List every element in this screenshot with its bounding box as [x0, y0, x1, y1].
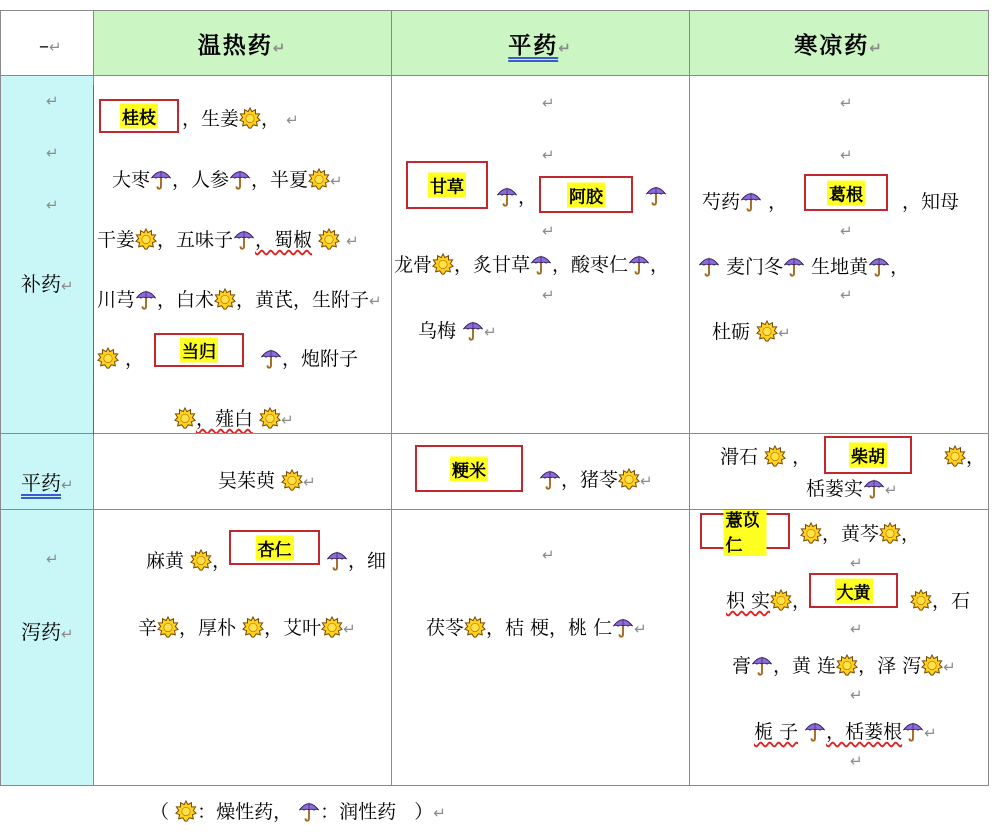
- highlight-box: [824, 436, 912, 474]
- herb-text: 芍药: [702, 191, 741, 213]
- return-mark: ↵: [61, 625, 74, 643]
- return-mark: ↵: [778, 324, 791, 342]
- sun-icon: [618, 468, 640, 490]
- herb-text: ，半夏: [251, 169, 309, 191]
- sun-icon: [242, 616, 264, 638]
- sun-icon: [910, 589, 932, 611]
- sun-icon: [97, 347, 119, 369]
- return-mark: ↵: [850, 686, 863, 704]
- herb-text: ，厚朴: [179, 617, 237, 639]
- herb-text: 川芎: [97, 289, 136, 311]
- herb-danggui: 当归: [180, 338, 218, 363]
- herb-ejiao: 阿胶: [567, 182, 605, 207]
- herb-text: ，: [890, 256, 910, 278]
- highlight-box: [415, 445, 523, 492]
- highlight-box: [154, 333, 244, 367]
- herb-text: 吴茱萸: [218, 470, 276, 492]
- return-mark: ↵: [542, 286, 555, 304]
- return-mark: ↵: [303, 473, 316, 491]
- herb-text: ，人参: [172, 169, 230, 191]
- return-mark: ↵: [850, 752, 863, 770]
- return-mark: ↵: [46, 144, 59, 162]
- sun-icon: [157, 616, 179, 638]
- herb-text: ，黄芩: [822, 523, 880, 545]
- herb-text: 乌梅: [418, 320, 457, 342]
- herb-dahuang: 大黄: [835, 578, 873, 603]
- return-mark: ↵: [343, 620, 356, 638]
- herb-text: ，黄 连: [773, 655, 837, 677]
- umbrella-icon: [229, 168, 251, 190]
- herb-text: 生地黄: [811, 256, 869, 278]
- herb-text: ，栝蒌根: [826, 721, 903, 743]
- row-neutral-label: 平药: [21, 471, 61, 495]
- return-mark: ↵: [542, 146, 555, 164]
- cell-tonify-neutral: [392, 76, 690, 434]
- header-neutral: [392, 11, 690, 76]
- herb-text: ，: [792, 446, 812, 468]
- herb-text: ，: [212, 550, 232, 572]
- sun-icon: [259, 407, 281, 429]
- herb-text: 枳 实: [726, 590, 771, 612]
- herb-text: ，: [518, 186, 538, 208]
- return-mark: ↵: [61, 476, 74, 494]
- corner-dash: –: [39, 33, 49, 57]
- herb-yiyiren: 薏苡仁: [724, 510, 767, 557]
- herb-text: ，薤白: [196, 408, 254, 430]
- herb-gegen: 葛根: [827, 180, 865, 205]
- row-tonify-label-cell: [1, 76, 94, 434]
- highlight-box: [809, 573, 898, 608]
- herb-jingmi: 粳米: [450, 456, 488, 481]
- cell-neutral-neutral: [392, 434, 690, 510]
- return-mark: ↵: [542, 546, 555, 564]
- herb-text: ，炮附子: [282, 348, 359, 370]
- cell-purge-cold: [690, 510, 989, 786]
- return-mark: ↵: [433, 804, 446, 822]
- legend: [150, 797, 446, 824]
- sun-icon: [879, 522, 901, 544]
- return-mark: ↵: [840, 286, 853, 304]
- umbrella-icon: [804, 720, 826, 742]
- herb-text: 麻黄: [146, 550, 185, 572]
- herb-text: 麦门冬: [726, 256, 784, 278]
- umbrella-icon: [751, 654, 773, 676]
- corner-cell: [1, 11, 94, 76]
- highlight-box: [229, 530, 320, 565]
- herb-gancao: 甘草: [428, 173, 466, 198]
- herb-text: ，: [768, 191, 788, 213]
- sun-icon: [318, 228, 340, 250]
- return-mark: ↵: [640, 472, 653, 490]
- umbrella-icon: [783, 255, 805, 277]
- herb-text: ，: [792, 590, 812, 612]
- herb-text: 栀 子: [754, 721, 799, 743]
- sun-icon: [175, 800, 197, 822]
- return-mark: ↵: [885, 481, 898, 499]
- highlight-box: [99, 99, 179, 133]
- row-neutral-label-cell: [1, 434, 94, 510]
- cell-neutral-cold: [690, 434, 989, 510]
- sun-icon: [464, 616, 486, 638]
- umbrella-icon: [628, 253, 650, 275]
- row-tonify-label: 补药: [21, 272, 61, 296]
- umbrella-icon: [530, 253, 552, 275]
- return-mark: ↵: [46, 196, 59, 214]
- herb-text: ，蜀椒: [255, 229, 313, 251]
- return-mark: ↵: [286, 111, 299, 129]
- highlight-box: [406, 161, 488, 209]
- herb-text: ，黄芪，生附子: [236, 289, 370, 311]
- herb-text: ，石: [932, 590, 971, 612]
- legend-close-paren: ）: [414, 801, 434, 823]
- sun-icon: [800, 522, 822, 544]
- umbrella-icon: [863, 477, 885, 499]
- return-mark: ↵: [46, 92, 59, 110]
- umbrella-icon: [740, 190, 762, 212]
- return-mark: ↵: [49, 38, 62, 56]
- header-warm: [94, 11, 392, 76]
- herb-text: ，: [650, 254, 670, 276]
- return-mark: ↵: [840, 222, 853, 240]
- umbrella-icon: [233, 228, 255, 250]
- return-mark: ↵: [272, 38, 288, 57]
- herb-text: 杜砺: [712, 321, 751, 343]
- return-mark: ↵: [924, 724, 937, 742]
- umbrella-icon: [902, 720, 924, 742]
- sun-icon: [214, 288, 236, 310]
- herb-chaihu: 柴胡: [849, 443, 887, 468]
- herb-text: 茯苓: [426, 617, 465, 639]
- herb-xingren: 杏仁: [256, 535, 294, 560]
- cell-purge-neutral: [392, 510, 690, 786]
- legend-moist-label: ：润性药: [320, 801, 397, 823]
- herb-text: ，: [125, 348, 145, 370]
- herb-text: ，知母: [902, 191, 960, 213]
- return-mark: ↵: [850, 554, 863, 572]
- header-cold-label: 寒凉药: [794, 31, 870, 59]
- return-mark: ↵: [840, 146, 853, 164]
- umbrella-icon: [326, 549, 348, 571]
- return-mark: ↵: [943, 658, 956, 676]
- umbrella-icon: [539, 468, 561, 490]
- sun-icon: [764, 445, 786, 467]
- return-mark: ↵: [61, 277, 74, 295]
- return-mark: ↵: [850, 620, 863, 638]
- umbrella-icon: [462, 319, 484, 341]
- herb-text: ，: [261, 108, 281, 130]
- umbrella-icon: [150, 168, 172, 190]
- sun-icon: [308, 168, 330, 190]
- return-mark: ↵: [346, 232, 359, 250]
- herb-text: 辛: [138, 617, 158, 639]
- umbrella-icon: [645, 184, 667, 206]
- cell-purge-warm: [94, 510, 392, 786]
- umbrella-icon: [868, 255, 890, 277]
- sun-icon: [281, 469, 303, 491]
- return-mark: ↵: [542, 222, 555, 240]
- header-warm-label: 温热药: [197, 31, 273, 59]
- row-purge-label-cell: [1, 510, 94, 786]
- herb-text: ，: [966, 446, 986, 468]
- legend-open-paren: （: [150, 801, 170, 823]
- herb-text: 大枣: [112, 169, 151, 191]
- sun-icon: [174, 407, 196, 429]
- herb-text: 龙骨: [394, 254, 433, 276]
- row-purge-label: 泻药: [21, 620, 61, 644]
- herb-text: ，五味子: [157, 229, 234, 251]
- highlight-box: [700, 511, 790, 556]
- herb-text: ，酸枣仁: [552, 254, 629, 276]
- herb-text: 干姜: [97, 229, 136, 251]
- return-mark: ↵: [634, 620, 647, 638]
- highlight-box: [804, 174, 888, 211]
- return-mark: ↵: [542, 94, 555, 112]
- sun-icon: [756, 320, 778, 342]
- sun-icon: [770, 589, 792, 611]
- return-mark: ↵: [330, 172, 343, 190]
- herb-guizhi: 桂枝: [120, 104, 158, 129]
- return-mark: ↵: [869, 38, 884, 57]
- return-mark: ↵: [840, 94, 853, 112]
- highlight-box: [539, 176, 633, 213]
- sun-icon: [239, 107, 261, 129]
- herb-text: ，炙甘草: [454, 254, 531, 276]
- umbrella-icon: [135, 288, 157, 310]
- return-mark: ↵: [369, 292, 382, 310]
- sun-icon: [836, 654, 858, 676]
- umbrella-icon: [698, 255, 720, 277]
- umbrella-icon: [612, 616, 634, 638]
- herb-text: 栝蒌实: [806, 478, 864, 500]
- sun-icon: [321, 616, 343, 638]
- herb-text: ，: [901, 523, 921, 545]
- sun-icon: [135, 228, 157, 250]
- margin-rule: [93, 85, 94, 435]
- herb-text: ，艾叶: [264, 617, 322, 639]
- umbrella-icon: [260, 347, 282, 369]
- sun-icon: [944, 445, 966, 467]
- header-neutral-label: 平药: [508, 31, 559, 59]
- sun-icon: [921, 654, 943, 676]
- herb-table: [0, 10, 989, 786]
- return-mark: ↵: [281, 411, 294, 429]
- legend-dry-label: ：燥性药，: [197, 801, 293, 823]
- herb-text: ，白术: [157, 289, 215, 311]
- umbrella-icon: [298, 800, 320, 822]
- sun-icon: [432, 253, 454, 275]
- herb-text: ，生姜: [182, 108, 240, 130]
- return-mark: ↵: [46, 550, 59, 568]
- herb-text: ，细: [348, 550, 387, 572]
- return-mark: ↵: [558, 38, 573, 57]
- herb-text: ，猪苓: [561, 469, 619, 491]
- cell-tonify-cold: [690, 76, 989, 434]
- herb-text: 膏: [732, 655, 752, 677]
- umbrella-icon: [496, 185, 518, 207]
- cell-neutral-warm: [94, 434, 392, 510]
- return-mark: ↵: [484, 323, 497, 341]
- header-cold: [690, 11, 989, 76]
- cell-tonify-warm: [94, 76, 392, 434]
- sun-icon: [190, 549, 212, 571]
- herb-text: 滑石: [720, 446, 759, 468]
- herb-text: ，桔 梗，桃 仁: [486, 617, 613, 639]
- herb-text: ，泽 泻: [858, 655, 922, 677]
